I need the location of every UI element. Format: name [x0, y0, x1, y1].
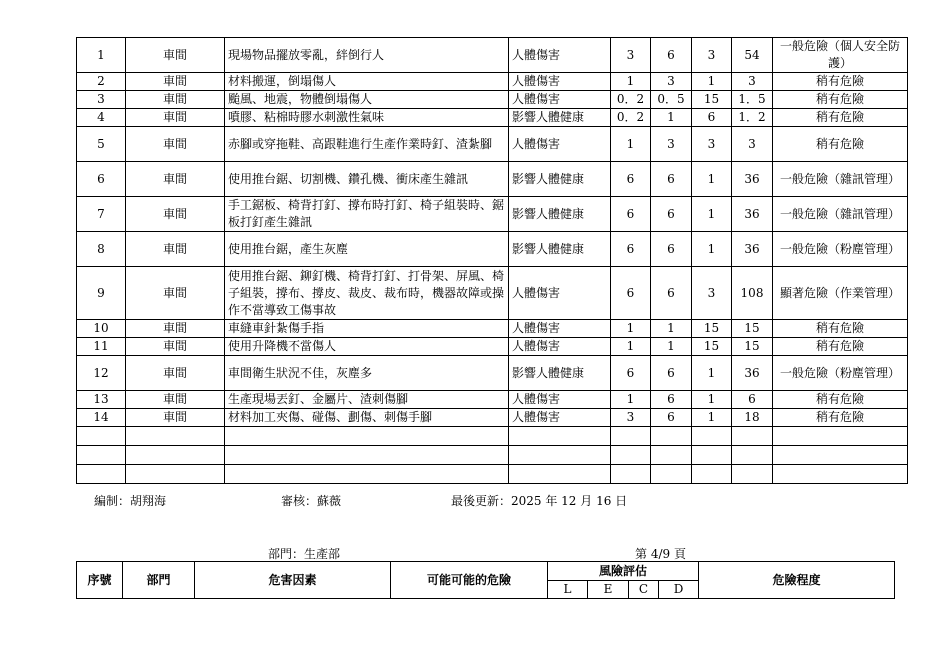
col-header-level: 危險程度 — [699, 562, 895, 599]
empty-row — [77, 427, 908, 446]
empty-cell — [773, 427, 908, 446]
empty-cell — [509, 427, 611, 446]
empty-cell — [225, 446, 509, 465]
cell-no: 5 — [77, 127, 126, 162]
cell-hazard: 車間衛生狀況不佳，灰塵多 — [225, 356, 509, 391]
cell-risk: 影響人體健康 — [509, 162, 611, 197]
cell-d: 36 — [732, 197, 773, 232]
cell-hazard: 噴膠、粘棉時膠水刺激性氣味 — [225, 109, 509, 127]
table-row — [77, 267, 908, 320]
table-row — [77, 73, 908, 91]
cell-hazard: 使用升降機不當傷人 — [225, 338, 509, 356]
cell-level: 稍有危險 — [773, 91, 908, 109]
cell-dept: 車間 — [126, 356, 225, 391]
cell-risk: 人體傷害 — [509, 320, 611, 338]
cell-hazard: 赤腳或穿拖鞋、高跟鞋進行生產作業時釘、渣紮腳 — [225, 127, 509, 162]
cell-l: 6 — [611, 162, 651, 197]
table-row — [77, 320, 908, 338]
cell-no: 14 — [77, 409, 126, 427]
cell-e: 1 — [651, 320, 692, 338]
cell-c: 15 — [692, 91, 732, 109]
cell-hazard: 車縫車針紮傷手指 — [225, 320, 509, 338]
risk-assessment-table — [76, 37, 908, 484]
cell-level: 稍有危險 — [773, 73, 908, 91]
table-row — [77, 232, 908, 267]
empty-cell — [692, 446, 732, 465]
cell-risk: 影響人體健康 — [509, 109, 611, 127]
cell-d: 3 — [732, 73, 773, 91]
cell-risk: 影響人體健康 — [509, 356, 611, 391]
cell-e: 6 — [651, 356, 692, 391]
empty-cell — [611, 427, 651, 446]
col-header-no: 序號 — [77, 562, 123, 599]
empty-cell — [773, 446, 908, 465]
cell-level: 一般危險（雜訊管理） — [773, 197, 908, 232]
cell-e: 3 — [651, 127, 692, 162]
department-label: 部門：生產部 — [268, 547, 341, 561]
cell-no: 13 — [77, 391, 126, 409]
empty-row — [77, 465, 908, 484]
empty-cell — [732, 446, 773, 465]
cell-dept: 車間 — [126, 409, 225, 427]
cell-e: 6 — [651, 267, 692, 320]
cell-dept: 車間 — [126, 162, 225, 197]
cell-dept: 車間 — [126, 232, 225, 267]
cell-level: 稍有危險 — [773, 391, 908, 409]
cell-d: 1．5 — [732, 91, 773, 109]
cell-e: 0．5 — [651, 91, 692, 109]
cell-risk: 人體傷害 — [509, 127, 611, 162]
cell-no: 3 — [77, 91, 126, 109]
table-row — [77, 197, 908, 232]
cell-d: 36 — [732, 162, 773, 197]
empty-cell — [611, 465, 651, 484]
cell-e: 6 — [651, 38, 692, 73]
cell-dept: 車間 — [126, 197, 225, 232]
cell-l: 3 — [611, 409, 651, 427]
cell-no: 7 — [77, 197, 126, 232]
table-row — [77, 109, 908, 127]
cell-l: 1 — [611, 391, 651, 409]
cell-level: 一般危險（粉塵管理） — [773, 232, 908, 267]
cell-c: 1 — [692, 197, 732, 232]
empty-cell — [692, 465, 732, 484]
cell-risk: 人體傷害 — [509, 338, 611, 356]
cell-hazard: 使用推台鋸，產生灰塵 — [225, 232, 509, 267]
empty-cell — [651, 427, 692, 446]
col-header-d: D — [659, 581, 699, 599]
cell-hazard: 使用推台鋸、切割機、鑽孔機、衝床產生雜訊 — [225, 162, 509, 197]
empty-cell — [692, 427, 732, 446]
cell-e: 6 — [651, 197, 692, 232]
cell-d: 15 — [732, 320, 773, 338]
cell-e: 3 — [651, 73, 692, 91]
cell-c: 3 — [692, 267, 732, 320]
reviewed-by: 審核：蘇薇 — [281, 494, 342, 508]
cell-l: 6 — [611, 267, 651, 320]
cell-no: 1 — [77, 38, 126, 73]
cell-dept: 車間 — [126, 91, 225, 109]
cell-level: 稍有危險 — [773, 338, 908, 356]
cell-c: 1 — [692, 391, 732, 409]
cell-hazard: 材料加工夾傷、碰傷、劃傷、刺傷手腳 — [225, 409, 509, 427]
table-row — [77, 391, 908, 409]
cell-no: 2 — [77, 73, 126, 91]
cell-l: 0．2 — [611, 109, 651, 127]
cell-dept: 車間 — [126, 267, 225, 320]
cell-hazard: 颱風、地震，物體倒塌傷人 — [225, 91, 509, 109]
empty-cell — [651, 465, 692, 484]
cell-d: 3 — [732, 127, 773, 162]
col-header-c: C — [629, 581, 659, 599]
empty-cell — [77, 427, 126, 446]
cell-dept: 車間 — [126, 38, 225, 73]
cell-l: 1 — [611, 338, 651, 356]
cell-risk: 人體傷害 — [509, 409, 611, 427]
empty-cell — [126, 465, 225, 484]
cell-c: 15 — [692, 320, 732, 338]
cell-level: 稍有危險 — [773, 109, 908, 127]
last-updated: 最後更新：2025 年 12 月 16 日 — [451, 494, 628, 508]
table-row — [77, 91, 908, 109]
cell-e: 6 — [651, 162, 692, 197]
cell-e: 6 — [651, 391, 692, 409]
page-number: 第 4/9 頁 — [635, 547, 686, 561]
cell-c: 1 — [692, 162, 732, 197]
empty-cell — [651, 446, 692, 465]
cell-level: 一般危險（粉塵管理） — [773, 356, 908, 391]
cell-level: 稍有危險 — [773, 409, 908, 427]
cell-d: 15 — [732, 338, 773, 356]
empty-row — [77, 446, 908, 465]
cell-c: 6 — [692, 109, 732, 127]
cell-risk: 人體傷害 — [509, 91, 611, 109]
cell-d: 6 — [732, 391, 773, 409]
table-row — [77, 356, 908, 391]
table-row — [77, 127, 908, 162]
cell-l: 3 — [611, 38, 651, 73]
cell-hazard: 使用推台鋸、鉚釘機、椅背打釘、打骨架、屏風、椅子組裝，撐布、撐皮、裁皮、裁布時，機器故障或操作不當導致工傷事故 — [225, 267, 509, 320]
cell-d: 36 — [732, 232, 773, 267]
table-row — [77, 409, 908, 427]
cell-hazard: 材料搬運，倒塌傷人 — [225, 73, 509, 91]
next-page-header-table — [76, 561, 895, 599]
table-row — [77, 162, 908, 197]
empty-cell — [77, 465, 126, 484]
cell-dept: 車間 — [126, 127, 225, 162]
table-row — [77, 338, 908, 356]
cell-l: 1 — [611, 73, 651, 91]
prepared-by: 編制：胡翔海 — [94, 494, 167, 508]
cell-no: 10 — [77, 320, 126, 338]
table-row — [77, 38, 908, 73]
cell-dept: 車間 — [126, 338, 225, 356]
cell-no: 4 — [77, 109, 126, 127]
cell-level: 一般危險（個人安全防護） — [773, 38, 908, 73]
cell-c: 1 — [692, 73, 732, 91]
cell-l: 6 — [611, 232, 651, 267]
col-header-risk: 可能可能的危險 — [391, 562, 548, 599]
cell-no: 8 — [77, 232, 126, 267]
cell-hazard: 生產現場丟釘、金屬片、渣刺傷腳 — [225, 391, 509, 409]
cell-l: 0．2 — [611, 91, 651, 109]
cell-risk: 人體傷害 — [509, 391, 611, 409]
cell-dept: 車間 — [126, 391, 225, 409]
cell-risk: 影響人體健康 — [509, 232, 611, 267]
cell-e: 6 — [651, 232, 692, 267]
cell-d: 18 — [732, 409, 773, 427]
empty-cell — [225, 465, 509, 484]
cell-risk: 人體傷害 — [509, 73, 611, 91]
cell-l: 1 — [611, 320, 651, 338]
cell-e: 1 — [651, 109, 692, 127]
col-header-dept: 部門 — [123, 562, 195, 599]
cell-l: 6 — [611, 197, 651, 232]
cell-c: 1 — [692, 409, 732, 427]
cell-d: 108 — [732, 267, 773, 320]
cell-hazard: 現場物品擺放零亂，絆倒行人 — [225, 38, 509, 73]
empty-cell — [509, 465, 611, 484]
cell-level: 顯著危險（作業管理） — [773, 267, 908, 320]
cell-risk: 人體傷害 — [509, 267, 611, 320]
cell-d: 1．2 — [732, 109, 773, 127]
cell-risk: 影響人體健康 — [509, 197, 611, 232]
cell-c: 1 — [692, 232, 732, 267]
col-header-e: E — [588, 581, 629, 599]
col-header-assessment: 風險評估 — [548, 562, 699, 581]
cell-c: 3 — [692, 38, 732, 73]
cell-d: 36 — [732, 356, 773, 391]
cell-no: 6 — [77, 162, 126, 197]
cell-no: 9 — [77, 267, 126, 320]
empty-cell — [509, 446, 611, 465]
cell-c: 1 — [692, 356, 732, 391]
cell-level: 稍有危險 — [773, 127, 908, 162]
cell-dept: 車間 — [126, 73, 225, 91]
cell-level: 稍有危險 — [773, 320, 908, 338]
cell-e: 1 — [651, 338, 692, 356]
empty-cell — [732, 427, 773, 446]
empty-cell — [126, 446, 225, 465]
cell-risk: 人體傷害 — [509, 38, 611, 73]
col-header-l: L — [548, 581, 588, 599]
cell-no: 12 — [77, 356, 126, 391]
cell-dept: 車間 — [126, 320, 225, 338]
empty-cell — [77, 446, 126, 465]
cell-level: 一般危險（雜訊管理） — [773, 162, 908, 197]
empty-cell — [225, 427, 509, 446]
table-body — [77, 38, 908, 484]
cell-no: 11 — [77, 338, 126, 356]
empty-cell — [773, 465, 908, 484]
cell-l: 1 — [611, 127, 651, 162]
cell-d: 54 — [732, 38, 773, 73]
cell-l: 6 — [611, 356, 651, 391]
col-header-hazard: 危害因素 — [195, 562, 391, 599]
cell-e: 6 — [651, 409, 692, 427]
empty-cell — [611, 446, 651, 465]
empty-cell — [126, 427, 225, 446]
cell-c: 3 — [692, 127, 732, 162]
cell-c: 15 — [692, 338, 732, 356]
cell-dept: 車間 — [126, 109, 225, 127]
empty-cell — [732, 465, 773, 484]
cell-hazard: 手工鋸板、椅背打釘、撐布時打釘、椅子組裝時、鋸板打釘產生雜訊 — [225, 197, 509, 232]
